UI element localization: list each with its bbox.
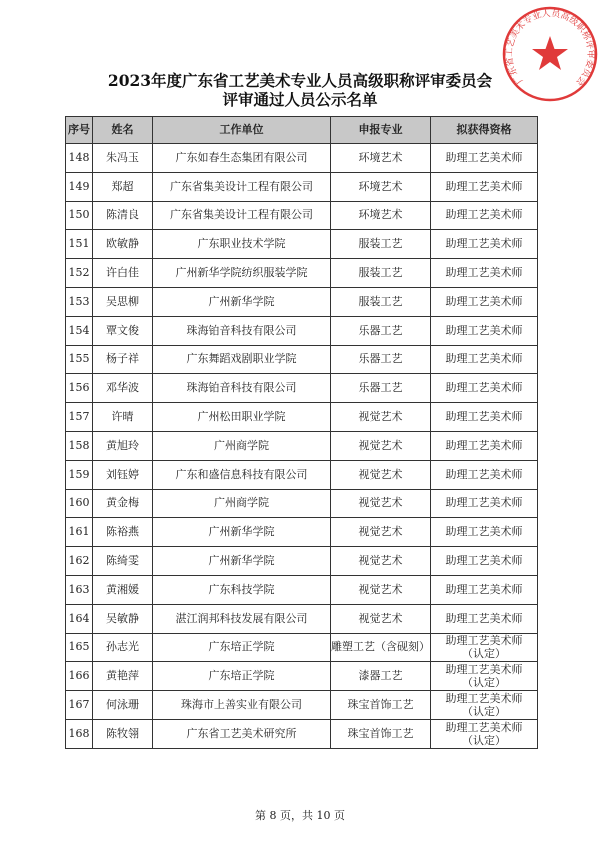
cell-qualification: 助理工艺美术师: [431, 604, 538, 633]
header-employer: 工作单位: [153, 117, 331, 144]
cell-seq: 151: [66, 230, 93, 259]
cell-major: 视觉艺术: [331, 431, 431, 460]
cell-name: 刘钰婷: [93, 460, 153, 489]
cell-employer: 广州新华学院: [153, 287, 331, 316]
cell-qualification: 助理工艺美术师: [431, 345, 538, 374]
cell-qualification: 助理工艺美术师: [431, 460, 538, 489]
cell-name: 欧敏静: [93, 230, 153, 259]
cell-qualification: 助理工艺美术师: [431, 259, 538, 288]
cell-name: 何泳珊: [93, 691, 153, 720]
cell-employer: 广州新华学院: [153, 518, 331, 547]
table-row: [66, 144, 538, 173]
cell-employer: 湛江润邦科技发展有限公司: [153, 604, 331, 633]
cell-qualification: 助理工艺美术师: [431, 431, 538, 460]
cell-name: 黄艳萍: [93, 662, 153, 691]
cell-major: 视觉艺术: [331, 460, 431, 489]
cell-employer: 广州商学院: [153, 489, 331, 518]
table-row: [66, 662, 538, 691]
cell-seq: 153: [66, 287, 93, 316]
cell-name: 陈清良: [93, 201, 153, 230]
cell-major: 视觉艺术: [331, 575, 431, 604]
table-row: [66, 403, 538, 432]
cell-seq: 152: [66, 259, 93, 288]
cell-qualification: 助理工艺美术师: [431, 547, 538, 576]
cell-major: 视觉艺术: [331, 604, 431, 633]
star-icon: [532, 36, 568, 70]
cell-name: 陈绮雯: [93, 547, 153, 576]
cell-employer: 广州松田职业学院: [153, 403, 331, 432]
cell-seq: 149: [66, 172, 93, 201]
cell-name: 吴敏静: [93, 604, 153, 633]
cell-seq: 166: [66, 662, 93, 691]
cell-seq: 156: [66, 374, 93, 403]
cell-qualification: 助理工艺美术师: [431, 287, 538, 316]
cell-employer: 广东科技学院: [153, 575, 331, 604]
cell-employer: 广东培正学院: [153, 662, 331, 691]
cell-name: 郑超: [93, 172, 153, 201]
cell-major: 珠宝首饰工艺: [331, 719, 431, 748]
cell-employer: 广东培正学院: [153, 633, 331, 662]
cell-name: 黄湘媛: [93, 575, 153, 604]
table-row: [66, 575, 538, 604]
table-row: [66, 460, 538, 489]
cell-name: 孙志光: [93, 633, 153, 662]
cell-employer: 广东省集美设计工程有限公司: [153, 201, 331, 230]
table-row: [66, 489, 538, 518]
table-header-row: [66, 117, 538, 144]
cell-major: 环境艺术: [331, 201, 431, 230]
cell-qualification: 助理工艺美术师: [431, 316, 538, 345]
cell-name: 覃文俊: [93, 316, 153, 345]
cell-employer: 珠海铂音科技有限公司: [153, 316, 331, 345]
cell-seq: 159: [66, 460, 93, 489]
cell-major: 雕塑工艺（含砚刻）: [331, 633, 431, 662]
cell-major: 视觉艺术: [331, 489, 431, 518]
cell-employer: 广东省集美设计工程有限公司: [153, 172, 331, 201]
cell-seq: 164: [66, 604, 93, 633]
cell-major: 乐器工艺: [331, 374, 431, 403]
cell-seq: 157: [66, 403, 93, 432]
table-row: [66, 604, 538, 633]
header-seq: 序号: [66, 117, 93, 144]
cell-employer: 广州新华学院: [153, 547, 331, 576]
cell-employer: 广州新华学院纺织服装学院: [153, 259, 331, 288]
table-row: [66, 374, 538, 403]
cell-major: 漆器工艺: [331, 662, 431, 691]
cell-major: 环境艺术: [331, 172, 431, 201]
cell-name: 陈裕燕: [93, 518, 153, 547]
cell-qualification: 助理工艺美术师: [431, 374, 538, 403]
cell-name: 杨子祥: [93, 345, 153, 374]
cell-name: 黄旭玲: [93, 431, 153, 460]
cell-qualification: 助理工艺美术师 （认定）: [431, 719, 538, 748]
cell-major: 服装工艺: [331, 230, 431, 259]
cell-major: 环境艺术: [331, 144, 431, 173]
cell-seq: 150: [66, 201, 93, 230]
cell-major: 服装工艺: [331, 259, 431, 288]
cell-qualification: 助理工艺美术师 （认定）: [431, 633, 538, 662]
table-row: [66, 691, 538, 720]
cell-employer: 珠海铂音科技有限公司: [153, 374, 331, 403]
table-row: [66, 345, 538, 374]
cell-employer: 广东舞蹈戏剧职业学院: [153, 345, 331, 374]
cell-major: 乐器工艺: [331, 345, 431, 374]
cell-major: 珠宝首饰工艺: [331, 691, 431, 720]
cell-employer: 广东和盛信息科技有限公司: [153, 460, 331, 489]
page-footer: 第 8 页，共 10 页: [255, 809, 345, 822]
cell-name: 黄金梅: [93, 489, 153, 518]
table-row: [66, 201, 538, 230]
cell-seq: 163: [66, 575, 93, 604]
cell-employer: 珠海市上善实业有限公司: [153, 691, 331, 720]
cell-seq: 148: [66, 144, 93, 173]
cell-qualification: 助理工艺美术师: [431, 230, 538, 259]
cell-seq: 155: [66, 345, 93, 374]
cell-qualification: 助理工艺美术师: [431, 518, 538, 547]
header-qualification: 拟获得资格: [431, 117, 538, 144]
results-table: [65, 116, 538, 749]
cell-seq: 162: [66, 547, 93, 576]
cell-qualification: 助理工艺美术师: [431, 144, 538, 173]
cell-name: 许晴: [93, 403, 153, 432]
table-row: [66, 547, 538, 576]
cell-seq: 158: [66, 431, 93, 460]
table-row: [66, 172, 538, 201]
cell-qualification: 助理工艺美术师: [431, 403, 538, 432]
cell-seq: 165: [66, 633, 93, 662]
cell-major: 乐器工艺: [331, 316, 431, 345]
cell-seq: 168: [66, 719, 93, 748]
header-major: 申报专业: [331, 117, 431, 144]
cell-major: 视觉艺术: [331, 403, 431, 432]
cell-qualification: 助理工艺美术师: [431, 172, 538, 201]
cell-name: 朱冯玉: [93, 144, 153, 173]
table-row: [66, 633, 538, 662]
cell-seq: 161: [66, 518, 93, 547]
cell-seq: 160: [66, 489, 93, 518]
cell-employer: 广东职业技术学院: [153, 230, 331, 259]
document-subtitle: 评审通过人员公示名单: [222, 90, 378, 109]
header-name: 姓名: [93, 117, 153, 144]
cell-qualification: 助理工艺美术师: [431, 201, 538, 230]
cell-name: 邓华波: [93, 374, 153, 403]
cell-major: 视觉艺术: [331, 518, 431, 547]
cell-name: 许白佳: [93, 259, 153, 288]
document-title: 2023年度广东省工艺美术专业人员高级职称评审委员会: [107, 71, 493, 90]
cell-major: 服装工艺: [331, 287, 431, 316]
cell-name: 吴思柳: [93, 287, 153, 316]
cell-major: 视觉艺术: [331, 547, 431, 576]
table-row: [66, 316, 538, 345]
table-row: [66, 719, 538, 748]
cell-name: 陈牧翎: [93, 719, 153, 748]
table-row: [66, 259, 538, 288]
cell-employer: 广州商学院: [153, 431, 331, 460]
cell-seq: 167: [66, 691, 93, 720]
cell-qualification: 助理工艺美术师: [431, 489, 538, 518]
cell-qualification: 助理工艺美术师 （认定）: [431, 662, 538, 691]
table-row: [66, 230, 538, 259]
cell-qualification: 助理工艺美术师: [431, 575, 538, 604]
cell-employer: 广东如春生态集团有限公司: [153, 144, 331, 173]
table-row: [66, 518, 538, 547]
table-row: [66, 287, 538, 316]
cell-employer: 广东省工艺美术研究所: [153, 719, 331, 748]
cell-qualification: 助理工艺美术师 （认定）: [431, 691, 538, 720]
seal-text: 广东省工艺美术专业人员高级职称评审委员会: [504, 9, 596, 88]
table-row: [66, 431, 538, 460]
cell-seq: 154: [66, 316, 93, 345]
